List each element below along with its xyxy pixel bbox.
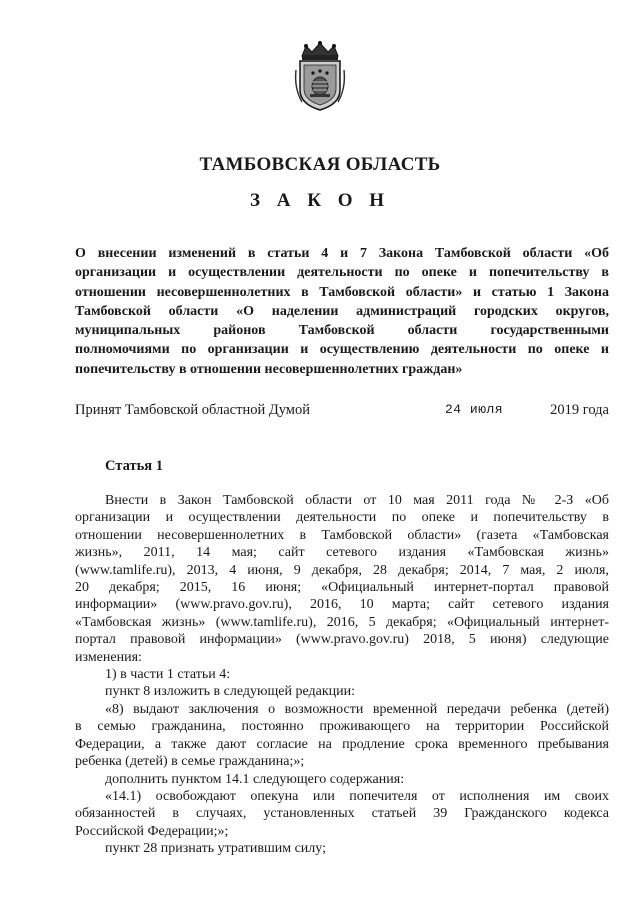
body-line: организации и осуществлении деятельности по опеке и попечительству в <box>75 510 609 526</box>
body-line: 20 декабря; 2015, 16 июня; «Официальный интернет-портал правовой <box>75 580 609 596</box>
article-heading: Статья 1 <box>105 458 163 474</box>
law-title-line: отношении несовершеннолетних в Тамбовской области» и статью 1 Закона <box>75 284 609 300</box>
law-title-line: организации и осуществлении деятельности по опеке и попечительству в <box>75 265 609 281</box>
adoption-date: 24 июля <box>445 402 504 417</box>
point-8-line: в семью гражданина, постоянно проживающего на территории Российской <box>75 719 609 735</box>
law-title-line: муниципальных районов Тамбовской области государственными <box>75 323 609 339</box>
tambov-coat-of-arms-icon <box>292 40 348 112</box>
point-8-line: ребенка (детей) в семье гражданина;»; <box>75 754 305 770</box>
adoption-text: Принят Тамбовской областной Думой <box>75 402 310 418</box>
item-1: 1) в части 1 статьи 4: <box>105 667 231 683</box>
body-line: «Тамбовская жизнь» (www.tamlife.ru), 2016, 5 декабря; «Официальный интернет- <box>75 614 609 630</box>
point-8-line: «8) выдают заключения о возможности временной передачи ребенка (детей) <box>105 701 609 717</box>
law-title <box>75 244 609 379</box>
body-line: жизнь», 2011, 14 мая; сайт сетевого издания «Тамбовская жизнь» <box>75 545 609 561</box>
adoption-year: 2019 года <box>550 402 609 418</box>
body-line: отношении несовершеннолетних в Тамбовской области» (газета «Тамбовская <box>75 527 609 543</box>
adoption-line <box>75 402 609 422</box>
body-line: Внести в Закон Тамбовской области от 10 мая 2011 года № 2-З «Об <box>105 493 609 508</box>
law-title-line: О внесении изменений в статьи 4 и 7 Закона Тамбовской области «Об <box>75 246 609 261</box>
point-14-1-line: обязанностей в случаях, установленных статьей 39 Гражданского кодекса <box>75 806 609 822</box>
document-type: З А К О Н <box>249 190 391 211</box>
law-title-line: попечительству в отношении несовершеннолетних граждан» <box>75 361 463 377</box>
law-title-line: Тамбовской области «О наделении администраций городских округов, <box>75 303 609 319</box>
body-line: портал правовой информации» (www.pravo.gov.ru) 2018, 5 июня) следующие <box>75 632 609 648</box>
body-line: информации» (www.pravo.gov.ru), 2016, 10 марта; сайт сетевого издания <box>75 597 609 613</box>
body-line: изменения: <box>75 649 142 665</box>
article-body <box>75 492 609 858</box>
point-14-1-line: Российской Федерации;»; <box>75 823 229 839</box>
point-8-line: Федерации, а также дают согласие на продление срока временного пребывания <box>75 736 609 752</box>
region-title: ТАМБОВСКАЯ ОБЛАСТЬ <box>199 154 441 175</box>
body-line: (www.tamlife.ru), 2013, 4 июня, 9 декабря, 28 декабря; 2014, 7 мая, 2 июля, <box>75 562 609 578</box>
item-1-point-8-instruction: пункт 8 изложить в следующей редакции: <box>105 684 355 700</box>
law-title-line: полномочиями по организации и осуществлению деятельности по опеке и <box>75 342 609 358</box>
add-point-14-1-instruction: дополнить пунктом 14.1 следующего содержания: <box>105 771 405 787</box>
point-14-1-line: «14.1) освобождают опекуна или попечителя от исполнения им своих <box>105 788 609 804</box>
point-28-instruction: пункт 28 признать утратившим силу; <box>105 841 326 857</box>
